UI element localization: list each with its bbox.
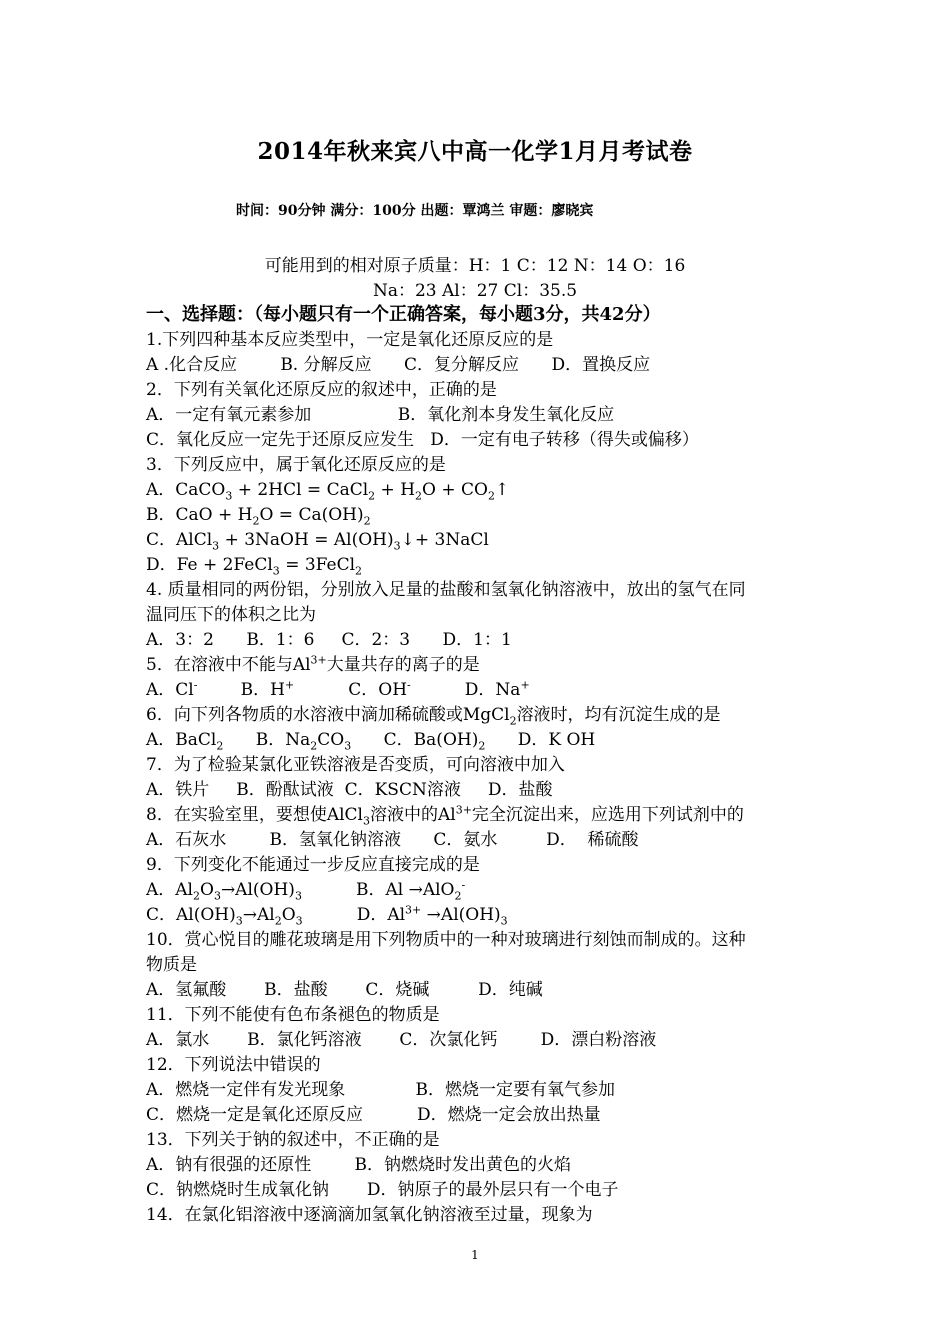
question-line: 7．为了检验某氯化亚铁溶液是否变质，可向溶液中加入 [146,755,565,775]
question-line: 2．下列有关氧化还原反应的叙述中，正确的是 [146,380,497,400]
question-line: A．铁片 B．酚酞试液 C．KSCN溶液 D．盐酸 [146,780,553,800]
question-line: A．钠有很强的还原性 B．钠燃烧时发出黄色的火焰 [146,1155,571,1175]
question-line: C．$Al(OH)_3\to Al_2O_3$ D．$Al^{3+} \to Al(OH)_3$ [146,903,508,928]
question-line: A .化合反应 B. 分解反应 C．复分解反应 D．置换反应 [146,355,651,375]
question-line: A．$Al_2O_3\to Al(OH)_3$ B．Al →AlO$_2$- [146,878,466,903]
question-line: 13．下列关于钠的叙述中，不正确的是 [146,1130,440,1150]
question-line: 10．赏心悦目的雕花玻璃是用下列物质中的一种对玻璃进行刻蚀而制成的。这种 [146,930,746,950]
question-line: 5．在溶液中不能与$Al^{3+}$大量共存的离子的是 [146,653,480,675]
question-line: 1.下列四种基本反应类型中，一定是氧化还原反应的是 [146,330,554,350]
question-line: C．钠燃烧时生成氧化钠 D．钠原子的最外层只有一个电子 [146,1180,619,1200]
atomic-mass-line-1: 可能用到的相对原子质量：H：1 C：12 N：14 O：16 [264,256,686,276]
question-line: C．燃烧一定是氧化还原反应 D．燃烧一定会放出热量 [146,1105,601,1125]
question-line: A．CaCO$_3$ + 2HCl = CaCl$_2$ + $H_2O$ + $CO_2↑$ [146,480,510,503]
question-line: A．Cl- B．H+ C．OH- D．Na+ [146,678,530,700]
question-line: C．氧化反应一定先于还原反应发生 D．一定有电子转移（得失或偏移） [146,430,699,450]
question-line: 11．下列不能使有色布条褪色的物质是 [146,1005,440,1025]
question-line: 12．下列说法中错误的 [146,1055,321,1075]
question-line: 温同压下的体积之比为 [146,605,316,625]
question-line: A．氯水 B．氯化钙溶液 C．次氯化钙 D．漂白粉溶液 [146,1030,657,1050]
question-line: A．一定有氧元素参加 B．氧化剂本身发生氧化反应 [146,405,615,425]
question-line: 6．向下列各物质的水溶液中滴加稀硫酸或MgCl$_2$溶液时，均有沉淀生成的是 [146,705,721,728]
question-line: 9．下列变化不能通过一步反应直接完成的是 [146,855,480,875]
question-line: A．燃烧一定伴有发光现象 B．燃烧一定要有氧气参加 [146,1080,616,1100]
section-heading: 一、选择题：（每小题只有一个正确答案，每小题3分，共42分） [146,304,661,325]
question-line: A．氢氟酸 B．盐酸 C．烧碱 D．纯碱 [146,980,543,1000]
question-line: A．3：2 B．1：6 C．2：3 D．1：1 [146,630,512,650]
question-line: 3．下列反应中，属于氧化还原反应的是 [146,455,446,475]
question-line: A．BaCl$_2$ B．$Na_2CO_3$ C．$Ba(OH)_2$ D．K OH [146,730,596,753]
question-line: C．AlCl$_3$ + 3NaOH = $Al(OH)_3↓+$ 3NaCl [146,530,489,553]
question-line: 8．在实验室里，要想使AlCl$_3$溶液中的$Al^{3+}$完全沉淀出来，应选用下列试剂中的 [146,803,744,828]
question-line: B．CaO + $H_2O = Ca(OH)_2$ [146,505,371,528]
question-line: A．石灰水 B．氢氧化钠溶液 C．氨水 D． 稀硫酸 [146,830,639,850]
atomic-mass-line-2: Na：23 Al：27 Cl：35.5 [372,281,578,301]
page-number: 1 [471,1248,479,1262]
question-line: D．Fe + 2FeCl$_3$ = 3FeCl$_2$ [146,555,363,578]
page-title: 2014年秋来宾八中高一化学1月月考试卷 [257,138,693,165]
exam-meta-info: 时间：90分钟 满分：100分 出题：覃鸿兰 审题：廖晓宾 [236,203,594,219]
question-line: 物质是 [146,955,197,975]
question-line: 14．在氯化铝溶液中逐滴滴加氢氧化钠溶液至过量，现象为 [146,1205,593,1225]
question-line: 4. 质量相同的两份铝，分别放入足量的盐酸和氢氧化钠溶液中，放出的氢气在同 [146,580,746,600]
